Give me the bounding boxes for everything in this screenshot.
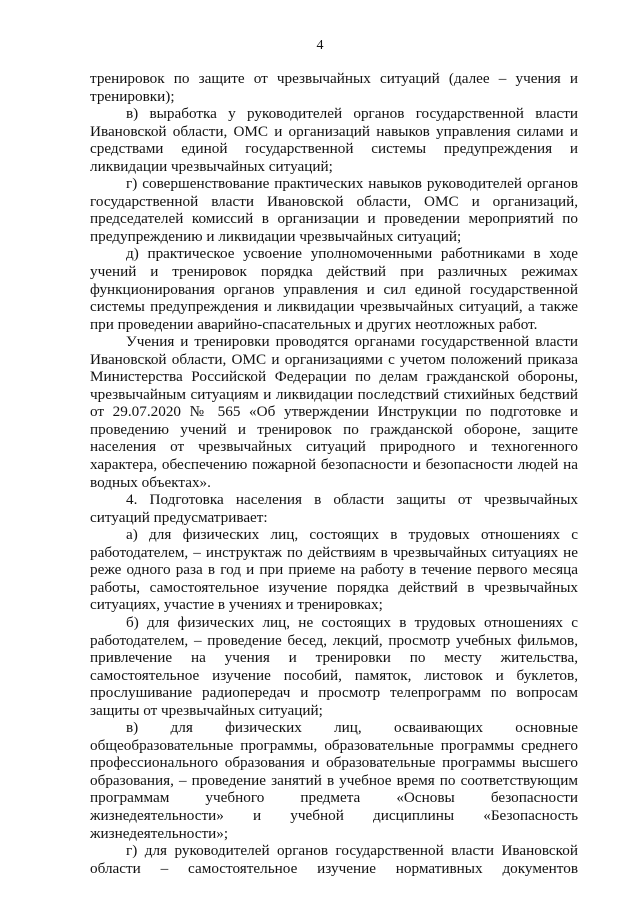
document-body — [90, 70, 578, 877]
paragraph-item-a-employees: а) для физических лиц, состоящих в трудовых отношениях с работодателем, – инструктаж по действиям в чрезвычайных ситуациях не реже одного раза в год и при приеме на работу в течение первого месяца работы, самостоятельное изучение порядка действий в чрезвычайных ситуациях, участие в учениях и тренировках; — [90, 526, 578, 614]
paragraph-section-4: 4. Подготовка населения в области защиты от чрезвычайных ситуаций предусматривает: — [90, 491, 578, 526]
paragraph-item-v-students: в) для физических лиц, осваивающих основные общеобразовательные программы, образовательные программы среднего профессионального образования и образовательные программы высшего образования, – проведение занятий в учебное время по соответствующим программам учебного предмета «Основы безопасности жизнедеятельности» и учебной дисциплины «Безопасность жизнедеятельности»; — [90, 719, 578, 842]
paragraph-item-g-officials: г) для руководителей органов государственной власти Ивановской области – самостоятельное изучение нормативных документов — [90, 842, 578, 877]
paragraph-item-b-non-employees: б) для физических лиц, не состоящих в трудовых отношениях с работодателем, – проведение бесед, лекций, просмотр учебных фильмов, привлечение на учения и тренировки по месту жительства, самостоятельное изучение пособий, памяток, листовок и буклетов, прослушивание радиопередач и просмотр телепрограмм по вопросам защиты от чрезвычайных ситуаций; — [90, 613, 578, 719]
page-number: 4 — [316, 38, 324, 53]
paragraph-item-g-improvement: г) совершенствование практических навыков руководителей органов государственной власти Ивановской области, ОМС и организаций, председателей комиссий в организации и проведении мероприятий по предупреждению и ликвидации чрезвычайных ситуаций; — [90, 175, 578, 245]
paragraph-item-d-assimilation: д) практическое усвоение уполномоченными работниками в ходе учений и тренировок порядка действий при различных режимах функционирования органов управления и сил единой государственной системы предупреждения и ликвидации чрезвычайных ситуаций, а также при проведении аварийно-спасательных и других неотложных работ. — [90, 245, 578, 333]
paragraph-training-continuation: тренировок по защите от чрезвычайных ситуаций (далее – учения и тренировки); — [90, 70, 578, 105]
paragraph-exercises-order: Учения и тренировки проводятся органами государственной власти Ивановской области, ОМС и организациями с учетом положений приказа Министерства Российской Федерации по делам гражданской обороны, чрезвычайным ситуациям и ликвидации последствий стихийных бедствий от 29.07.2020 № 565 «Об утверждении Инструкции по подготовке и проведению учений и тренировок по гражданской обороне, защите населения от чрезвычайных ситуаций природного и техногенного характера, обеспечению пожарной безопасности и безопасности людей на водных объектах». — [90, 333, 578, 491]
paragraph-item-v-skills: в) выработка у руководителей органов государственной власти Ивановской области, ОМС и организаций навыков управления силами и средствами единой государственной системы предупреждения и ликвидации чрезвычайных ситуаций; — [90, 105, 578, 175]
